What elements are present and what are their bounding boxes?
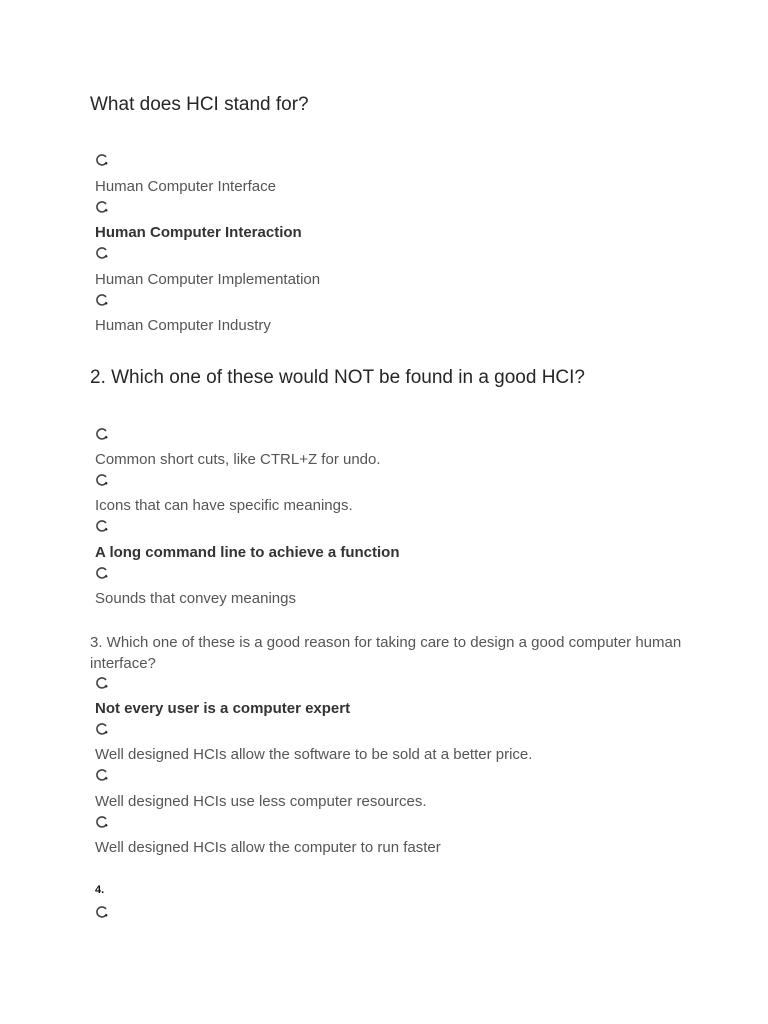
- option-label: Well designed HCIs allow the software to be sold at a better price.: [95, 746, 533, 763]
- option-label: Well designed HCIs allow the computer to run faster: [95, 839, 441, 856]
- radio-button-icon[interactable]: [96, 769, 108, 781]
- option-label: Human Computer Implementation: [95, 271, 321, 288]
- radio-button-icon[interactable]: [96, 474, 108, 486]
- question-2-title: 2. Which one of these would NOT be found in a good HCI?: [90, 367, 586, 388]
- option-label: Human Computer Interaction: [95, 224, 302, 241]
- radio-button-icon[interactable]: [96, 723, 108, 735]
- option-label: A long command line to achieve a function: [95, 544, 400, 561]
- option-label: Common short cuts, like CTRL+Z for undo.: [95, 451, 381, 468]
- question-4-title: 4.: [95, 884, 105, 896]
- radio-button-icon[interactable]: [96, 677, 108, 689]
- radio-button-icon[interactable]: [96, 567, 108, 579]
- option-label: Human Computer Industry: [95, 317, 271, 334]
- radio-button-icon[interactable]: [96, 247, 108, 259]
- radio-button-icon[interactable]: [96, 816, 108, 828]
- radio-button-icon[interactable]: [96, 154, 108, 166]
- radio-button-icon[interactable]: [96, 294, 108, 306]
- option-label: Sounds that convey meanings: [95, 590, 296, 607]
- radio-button-icon[interactable]: [96, 906, 108, 918]
- option-label: Well designed HCIs use less computer resources.: [95, 793, 427, 810]
- question-3-title: 3. Which one of these is a good reason for taking care to design a good computer human interface?: [90, 634, 682, 672]
- question-1-title: What does HCI stand for?: [90, 94, 309, 115]
- option-label: Human Computer Interface: [95, 178, 276, 195]
- radio-button-icon[interactable]: [96, 428, 108, 440]
- radio-button-icon[interactable]: [96, 201, 108, 213]
- radio-button-icon[interactable]: [96, 520, 108, 532]
- option-label: Not every user is a computer expert: [95, 700, 351, 717]
- option-label: Icons that can have specific meanings.: [95, 497, 353, 514]
